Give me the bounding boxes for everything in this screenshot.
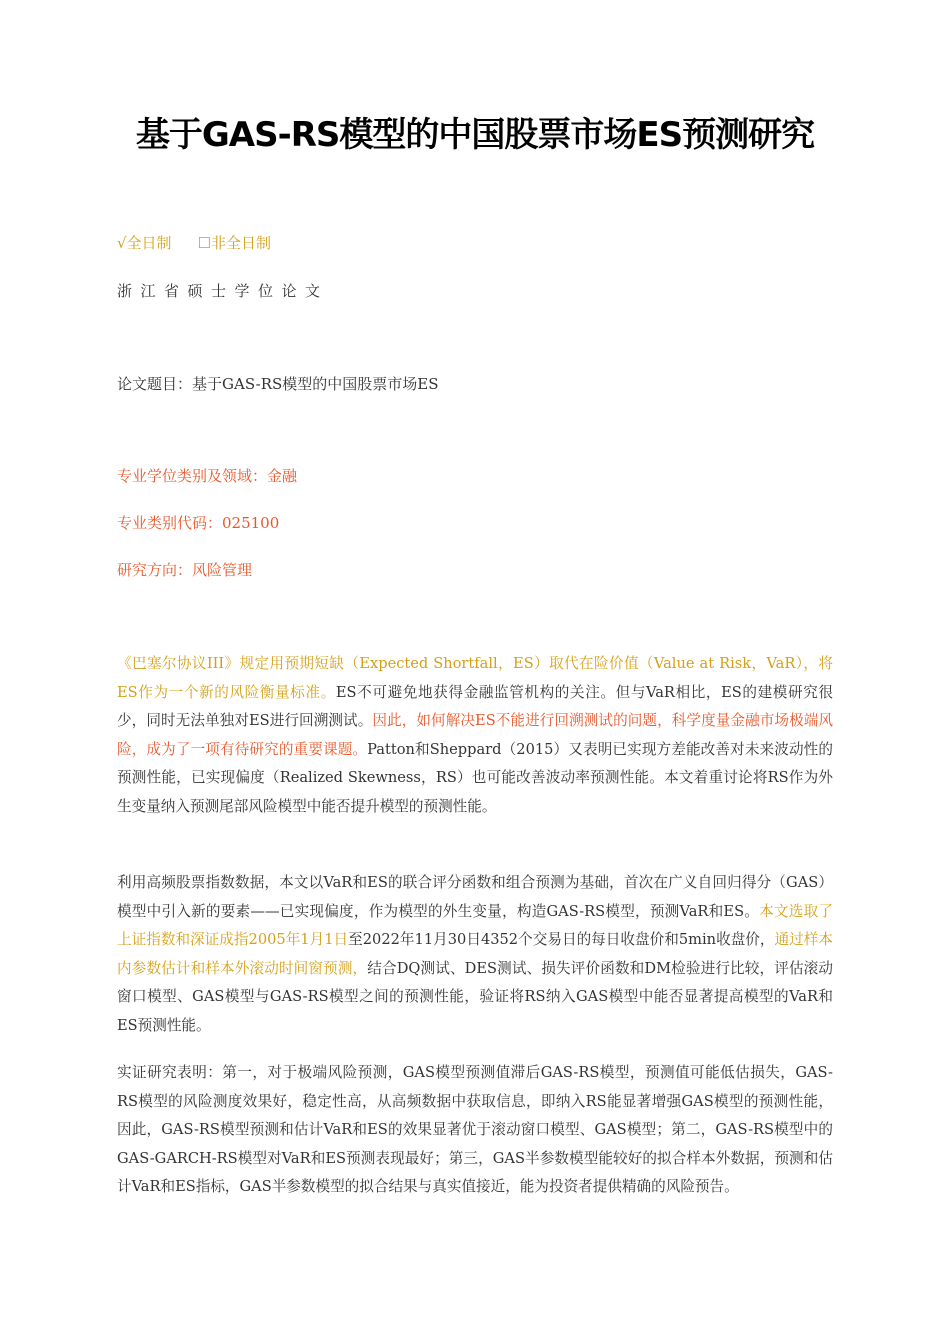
category-code: 专业类别代码：025100 [117,514,280,532]
abstract-paragraph-2 [117,869,833,1040]
research-direction: 研究方向：风险管理 [117,561,253,579]
text-segment: Patton和Sheppard（2015）又表明已实现方差能改善对未来波动性的预测性能，已实现偏度（Realized Skewness，RS）也可能改善波动率预测性能。本文着重讨论将RS作为外生变量纳入预测尾部风险模型中能否提升模型的预测性能。 [117,740,833,815]
thesis-type: 浙江省硕士学位论文 [117,282,329,300]
text-segment: 实证研究表明：第一，对于极端风险预测，GAS模型预测值滞后GAS-RS模型，预测值可能低估损失，GAS-RS模型的风险测度效果好，稳定性高，从高频数据中获取信息，即纳入RS能显著增强GAS模型的预测性能，因此，GAS-RS模型预测和估计VaR和ES的效果显著优于滚动窗口模型、GAS模型；第二，GAS-RS模型中的GAS-GARCH-RS模型对VaR和ES预测表现最好；第三，GAS半参数模型能较好的拟合样本外数据，预测和估计VaR和ES指标，GAS半参数模型的拟合结果与真实值接近，能为投资者提供精确的风险预告。 [117,1064,833,1195]
degree-field: 专业学位类别及领域：金融 [117,467,298,485]
text-segment: 利用高频股票指数数据，本文以VaR和ES的联合评分函数和组合预测为基础，首次在广义自回归得分（GAS）模型中引入新的要素——已实现偏度，作为模型的外生变量，构造GAS-RS模型，预测VaR和ES。 [117,874,833,920]
text-segment: 至2022年11月30日4352个交易日的每日收盘价和5min收盘价， [348,931,775,948]
full-time-option: √全日制 [117,234,172,252]
abstract-paragraph-1 [117,650,833,821]
thesis-topic: 论文题目：基于GAS-RS模型的中国股票市场ES [117,375,439,393]
document-title: 基于GAS-RS模型的中国股票市场ES预测研究 [135,115,815,155]
highlight-method: 通过样本内参数估计和样本外滚动时间窗预测， [117,931,833,977]
text-segment: 结合DQ测试、DES测试、损失评价函数和DM检验进行比较，评估滚动窗口模型、GAS模型与GAS-RS模型之间的预测性能，验证将RS纳入GAS模型中能否显著提高模型的VaR和ES预测性能。 [117,959,833,1034]
abstract-paragraph-3 [117,1059,833,1202]
highlight-basel: 《巴塞尔协议III》规定用预期短缺（Expected Shortfall，ES）取代在险价值（Value at Risk，VaR），将ES作为一个新的风险衡量标准。 [117,655,833,701]
text-segment: ES不可避免地获得金融监管机构的关注。但与VaR相比，ES的建模研究很少，同时无法单独对ES进行回溯测试。 [117,683,833,729]
study-mode-options [117,233,297,253]
highlight-research-question: 因此，如何解决ES不能进行回溯测试的问题，科学度量金融市场极端风险，成为了一项有待研究的重要课题。 [117,712,833,758]
highlight-data-selection: 本文选取了上证指数和深证成指2005年1月1日 [117,902,833,948]
part-time-option: ☐非全日制 [197,234,272,252]
